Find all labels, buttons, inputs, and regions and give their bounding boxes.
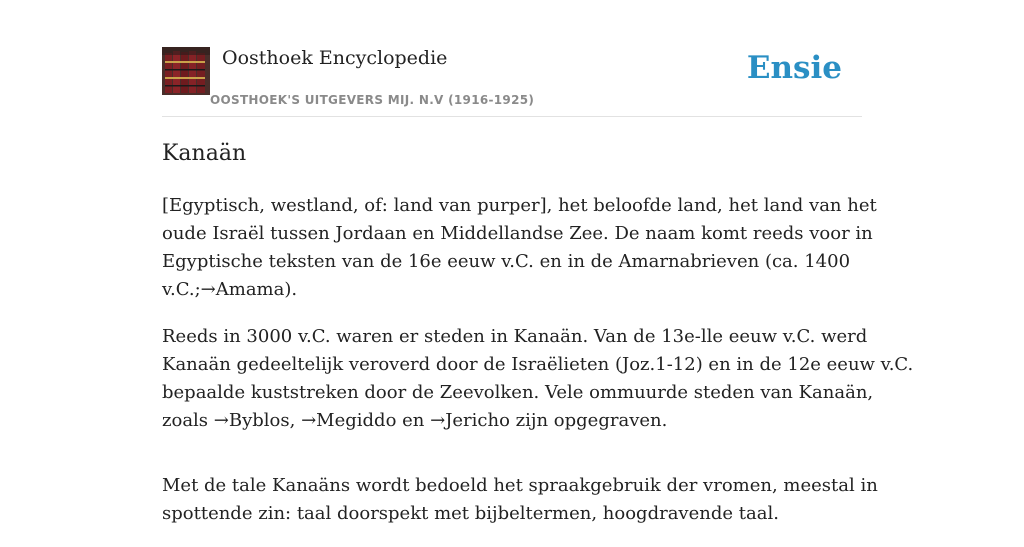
article-header — [162, 46, 862, 117]
link-megiddo[interactable]: →Megiddo — [301, 410, 397, 431]
paragraph-line: bepaalde kuststreken door de Zeevolken. Vele ommuurde steden van Kanaän, — [162, 382, 874, 403]
book-spines-icon — [162, 47, 210, 95]
page-title: Kanaän — [162, 141, 247, 166]
paragraph-line: oude Israël tussen Jordaan en Middellandse Zee. De naam komt reeds voor in — [162, 223, 873, 244]
article-body — [162, 192, 914, 547]
paragraph-3 — [162, 472, 878, 528]
text-segment: zoals — [162, 410, 214, 431]
ensie-logo-link[interactable]: Ensie — [746, 50, 842, 86]
paragraph-line: [Egyptisch, westland, of: land van purper], het beloofde land, het land van het — [162, 195, 877, 216]
text-segment: zijn opgegraven. — [509, 410, 668, 431]
text-segment: en — [396, 410, 431, 431]
publication-name[interactable]: Oosthoek Encyclopedie — [222, 47, 448, 69]
paragraph-line: spottende zin: taal doorspekt met bijbeltermen, hoogdravende taal. — [162, 503, 779, 524]
paragraph-line: Reeds in 3000 v.C. waren er steden in Kanaän. Van de 13e-lle eeuw v.C. werd — [162, 326, 868, 347]
paragraph-line: Met de tale Kanaäns wordt bedoeld het spraakgebruik der vromen, meestal in — [162, 475, 878, 496]
text-segment: v.C.; — [162, 279, 201, 300]
paragraph-line — [162, 407, 862, 435]
publication-avatar[interactable] — [162, 47, 210, 95]
publisher-name: OOSTHOEK'S UITGEVERS MIJ. N.V (1916-1925) — [210, 93, 535, 107]
paragraph-line: Kanaän gedeeltelijk veroverd door de Israëlieten (Joz.1-12) en in de 12e eeuw v.C. — [162, 354, 914, 375]
link-byblos[interactable]: →Byblos — [213, 410, 290, 431]
link-jericho[interactable]: →Jericho — [430, 410, 510, 431]
paragraph-2 — [162, 323, 914, 435]
paragraph-1 — [162, 192, 877, 304]
text-segment: , — [289, 410, 302, 431]
paragraph-line — [162, 276, 862, 304]
text-segment: ). — [284, 279, 298, 300]
paragraph-line: Egyptische teksten van de 16e eeuw v.C. en in de Amarnabrieven (ca. 1400 — [162, 251, 851, 272]
link-amarna[interactable]: →Amama — [200, 279, 285, 300]
